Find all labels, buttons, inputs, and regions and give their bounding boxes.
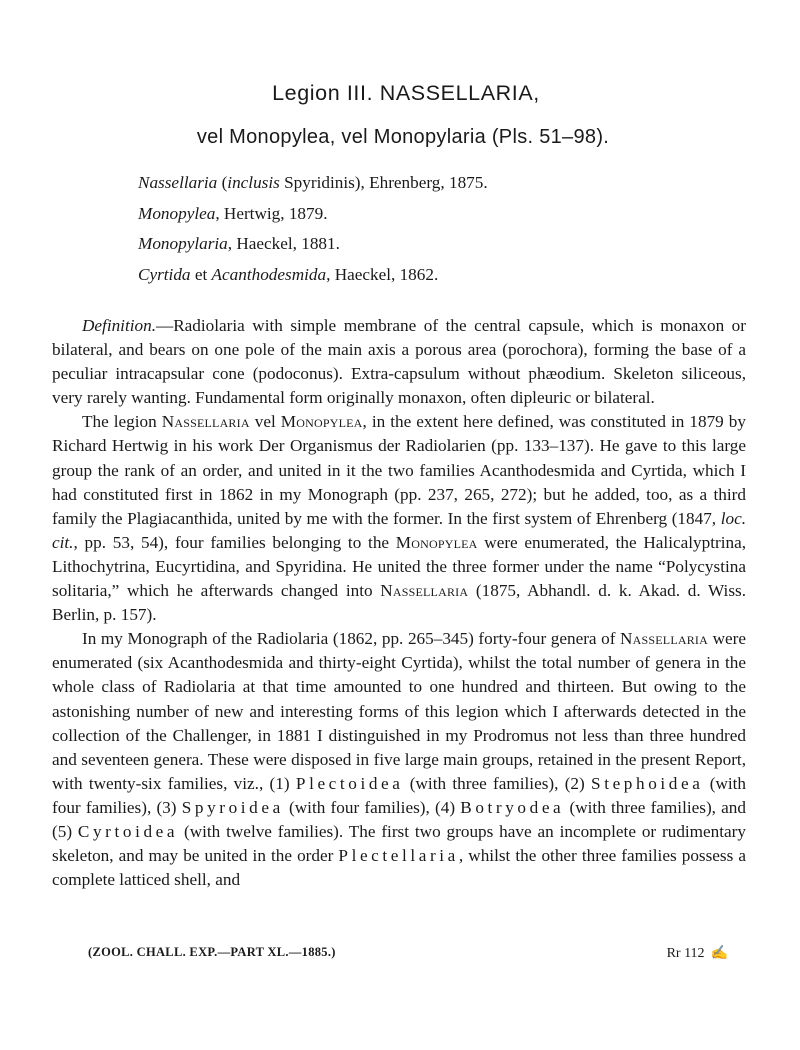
- synonym-item: Monopylea, Hertwig, 1879.: [138, 203, 328, 223]
- definition-paragraph: Definition.—Radiolaria with simple membrane of the central capsule, which is monaxon or bilateral, and bears on one pole of the main axis a porous area (porochora), forming the base of a peculiar intracapsular cone (podoconus). Extra-capsulum without phæodium. Skeleton siliceous, very rarely wanting. Fundamental form originally monaxon, often dipleuric or bilateral.: [52, 316, 746, 408]
- page-content: [52, 78, 746, 892]
- signature-mark: Rr 112 ✍: [666, 946, 728, 961]
- publication-info: (ZOOL. CHALL. EXP.—PART XL.—1885.): [88, 945, 336, 959]
- monograph-paragraph: In my Monograph of the Radiolaria (1862, pp. 265–345) forty-four genera of Nassellaria were enumerated (six Acanthodesmida and thirty-eight Cyrtida), whilst the total number of genera in the whole class of Radiolaria at that time amounted to one hundred and thirteen. But owing to the astonishing number of new and interesting forms of this legion which I afterwards detected in the collection of the Challenger, in 1881 I distinguished in my Prodromus not less than three hundred and seventeen genera. These were disposed in five large main groups, retained in the present Report, with twenty-six families, viz., (1) Plectoidea (with three families), (2) Stephoidea (with four families), (3) Spyroidea (with four families), (4) Botryodea (with three families), and (5) Cyrtoidea (with twelve families). The first two groups have an incomplete or rudimentary skeleton, and may be united in the order Plectellaria, whilst the other three families possess a complete latticed shell, and: [52, 629, 746, 890]
- history-paragraph: The legion Nassellaria vel Monopylea, in the extent here defined, was constituted in 1879 by Richard Hertwig in his work Der Organismus der Radiolarien (pp. 133–137). He gave to this large group the rank of an order, and united in it the two families Acanthodesmida and Cyrtida, which I had constituted first in 1862 in my Monograph (pp. 237, 265, 272); but he added, too, as a third family the Plagiacanthida, united by me with the former. In the first system of Ehrenberg (1847, loc. cit., pp. 53, 54), four families belonging to the Monopylea were enumerated, the Halicalyptrina, Lithochytrina, Eucyrtidina, and Spyridina. He united the three former under the name “Polycystina solitaria,” which he afterwards changed into Nassellaria (1875, Abhandl. d. k. Akad. d. Wiss. Berlin, p. 157).: [52, 412, 746, 625]
- printer-mark-icon: ✍: [710, 946, 728, 961]
- definition-label: Definition.: [82, 316, 156, 335]
- page-subtitle: vel Monopylea, vel Monopylaria (Pls. 51–98).: [196, 126, 610, 148]
- synonym-list: [138, 168, 746, 290]
- synonym-item: Monopylaria, Haeckel, 1881.: [138, 234, 340, 253]
- page-title: Legion III. NASSELLARIA,: [272, 81, 540, 105]
- body-text: [52, 314, 746, 892]
- synonym-item: Nassellaria (inclusis Spyridinis), Ehrenberg, 1875.: [138, 173, 488, 192]
- synonym-item: Cyrtida et Acanthodesmida, Haeckel, 1862.: [138, 264, 439, 284]
